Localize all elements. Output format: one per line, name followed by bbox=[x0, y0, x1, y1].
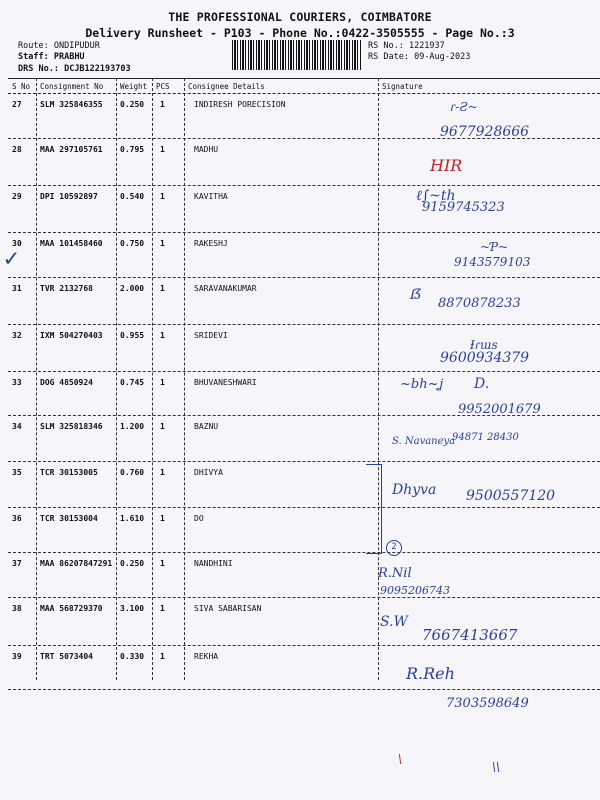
runsheet-subtitle: Delivery Runsheet - P103 - Phone No.:0422-3505555 - Page No.:3 bbox=[85, 26, 515, 40]
cell-pcs: 1 bbox=[160, 239, 165, 248]
handwritten-name-33: D. bbox=[474, 376, 490, 392]
route-line bbox=[18, 41, 100, 51]
col-signature: Signature bbox=[382, 82, 423, 91]
cell-consignment: TVR 2132768 bbox=[40, 284, 93, 293]
cell-consignment: DPI 10592897 bbox=[40, 192, 98, 201]
cell-consignment: SLM 325846355 bbox=[40, 100, 103, 109]
cell-weight: 0.750 bbox=[120, 239, 145, 248]
route-value: ONDIPUDUR bbox=[53, 41, 100, 51]
cell-consignment: MAA 101458460 bbox=[40, 239, 103, 248]
cell-sno: 30 bbox=[12, 239, 22, 248]
handwritten-phone-37: 9095206743 bbox=[380, 584, 450, 597]
handwritten-name-37: R.Nil bbox=[378, 566, 412, 581]
cell-consignment: DOG 4850924 bbox=[40, 378, 93, 387]
cell-sno: 34 bbox=[12, 422, 22, 431]
company-title: THE PROFESSIONAL COURIERS, COIMBATORE bbox=[168, 10, 432, 24]
handwritten-phone-31: 8870878233 bbox=[438, 296, 521, 311]
cell-sno: 39 bbox=[12, 652, 22, 661]
cell-sno: 36 bbox=[12, 514, 22, 523]
cell-consignee: BAZNU bbox=[194, 422, 219, 431]
table-row bbox=[8, 508, 600, 553]
cell-sno: 35 bbox=[12, 468, 22, 477]
cell-sno: 28 bbox=[12, 145, 22, 154]
col-consignee: Consignee Details bbox=[188, 82, 265, 91]
cell-consignee: DHIVYA bbox=[194, 468, 223, 477]
handwritten-signature-28: HIR bbox=[430, 156, 463, 175]
rs-date-label: RS Date: bbox=[368, 52, 409, 62]
cell-pcs: 1 bbox=[160, 652, 165, 661]
handwritten-phone-32: 9600934379 bbox=[440, 350, 530, 366]
signature-scribble: ẞ bbox=[410, 287, 422, 303]
col-pcs: PCS bbox=[156, 82, 170, 91]
check-mark-icon: ✓ bbox=[4, 244, 19, 272]
handwritten-phone-29: 9159745323 bbox=[422, 200, 505, 215]
cell-sno: 31 bbox=[12, 284, 22, 293]
signature-scribble: ~bh~ʝ bbox=[400, 377, 444, 392]
cell-weight: 0.540 bbox=[120, 192, 145, 201]
cell-sno: 33 bbox=[12, 378, 22, 387]
bracket-mark bbox=[366, 464, 382, 554]
route-label: Route: bbox=[18, 41, 49, 51]
stray-mark: \\ bbox=[492, 760, 501, 774]
cell-weight: 0.250 bbox=[120, 100, 145, 109]
cell-weight: 0.955 bbox=[120, 331, 145, 340]
signature-scribble: Ɨɾɯs bbox=[470, 338, 498, 352]
rs-no-label: RS No.: bbox=[368, 41, 404, 51]
cell-consignee: DO bbox=[194, 514, 204, 523]
handwritten-name-34: S. Navaneya bbox=[392, 436, 456, 447]
stray-mark: \ bbox=[398, 752, 403, 766]
cell-consignee: RAKESHJ bbox=[194, 239, 228, 248]
staff-value: PRABHU bbox=[53, 52, 85, 62]
col-consignment: Consignment No bbox=[40, 82, 104, 91]
cell-consignment: TRT 5073404 bbox=[40, 652, 93, 661]
cell-pcs: 1 bbox=[160, 468, 165, 477]
cell-consignee: INDIRESH PORECISION bbox=[194, 100, 286, 109]
cell-pcs: 1 bbox=[160, 604, 165, 613]
rs-date-value: 09-Aug-2023 bbox=[414, 52, 471, 62]
cell-consignee: KAVITHA bbox=[194, 192, 228, 201]
cell-pcs: 1 bbox=[160, 378, 165, 387]
drs-line bbox=[18, 64, 131, 74]
cell-sno: 29 bbox=[12, 192, 22, 201]
cell-consignment: TCR 30153004 bbox=[40, 514, 98, 523]
cell-pcs: 1 bbox=[160, 100, 165, 109]
cell-consignment: IXM 504270403 bbox=[40, 331, 103, 340]
staff-line bbox=[18, 52, 85, 62]
cell-weight: 1.610 bbox=[120, 514, 145, 523]
drs-value: DCJB122193703 bbox=[64, 64, 131, 74]
cell-weight: 0.330 bbox=[120, 652, 145, 661]
handwritten-phone-39: 7303598649 bbox=[446, 696, 529, 711]
table-row bbox=[8, 139, 600, 186]
barcode-image bbox=[232, 40, 362, 70]
rs-no-value: 1221937 bbox=[408, 41, 445, 51]
cell-sno: 37 bbox=[12, 559, 22, 568]
circled-number: 2 bbox=[386, 540, 402, 556]
cell-consignment: SLM 325818346 bbox=[40, 422, 103, 431]
cell-consignee: BHUVANESHWARI bbox=[194, 378, 257, 387]
cell-sno: 27 bbox=[12, 100, 22, 109]
cell-weight: 2.000 bbox=[120, 284, 145, 293]
cell-weight: 0.745 bbox=[120, 378, 145, 387]
table-row bbox=[8, 646, 600, 690]
cell-pcs: 1 bbox=[160, 192, 165, 201]
cell-consignee: SARAVANAKUMAR bbox=[194, 284, 257, 293]
cell-pcs: 1 bbox=[160, 559, 165, 568]
cell-weight: 0.795 bbox=[120, 145, 145, 154]
signature-scribble: ɾ-Ƨ~ bbox=[450, 100, 478, 114]
rs-date-line bbox=[368, 52, 470, 62]
cell-sno: 38 bbox=[12, 604, 22, 613]
signature-scribble: ℓ∫~th bbox=[416, 188, 456, 204]
column-header-row bbox=[8, 78, 600, 94]
cell-pcs: 1 bbox=[160, 145, 165, 154]
cell-consignee: SIVA SABARISAN bbox=[194, 604, 262, 613]
handwritten-name-39: R.Reh bbox=[406, 664, 455, 683]
handwritten-phone-38: 7667413667 bbox=[422, 626, 518, 644]
col-sno: S No bbox=[12, 82, 31, 91]
cell-sno: 32 bbox=[12, 331, 22, 340]
cell-pcs: 1 bbox=[160, 514, 165, 523]
cell-pcs: 1 bbox=[160, 422, 165, 431]
handwritten-name-35: Dhyva bbox=[392, 482, 437, 498]
cell-consignment: MAA 568729370 bbox=[40, 604, 103, 613]
table-row bbox=[8, 553, 600, 598]
drs-label: DRS No.: bbox=[18, 64, 59, 74]
handwritten-phone-34: 94871 28430 bbox=[452, 432, 519, 443]
col-weight: Weight bbox=[120, 82, 148, 91]
cell-weight: 1.200 bbox=[120, 422, 145, 431]
handwritten-phone-30: 9143579103 bbox=[454, 255, 531, 269]
cell-consignment: MAA 297105761 bbox=[40, 145, 103, 154]
cell-weight: 0.760 bbox=[120, 468, 145, 477]
handwritten-name-38: S.W bbox=[380, 614, 408, 630]
table-row bbox=[8, 186, 600, 233]
rs-no-line bbox=[368, 41, 445, 51]
signature-scribble: ~Ƥ~ bbox=[480, 240, 509, 254]
handwritten-phone-33: 9952001679 bbox=[458, 402, 541, 417]
cell-consignee: REKHA bbox=[194, 652, 219, 661]
handwritten-phone-27: 9677928666 bbox=[440, 124, 530, 140]
cell-consignee: SRIDEVI bbox=[194, 331, 228, 340]
staff-label: Staff: bbox=[18, 52, 49, 62]
cell-consignee: MADHU bbox=[194, 145, 219, 154]
cell-weight: 3.100 bbox=[120, 604, 145, 613]
cell-consignee: NANDHINI bbox=[194, 559, 233, 568]
cell-consignment: MAA 86207847291 bbox=[40, 559, 113, 568]
cell-pcs: 1 bbox=[160, 284, 165, 293]
cell-pcs: 1 bbox=[160, 331, 165, 340]
handwritten-phone-35: 9500557120 bbox=[466, 488, 556, 504]
cell-consignment: TCR 30153005 bbox=[40, 468, 98, 477]
cell-weight: 0.250 bbox=[120, 559, 145, 568]
